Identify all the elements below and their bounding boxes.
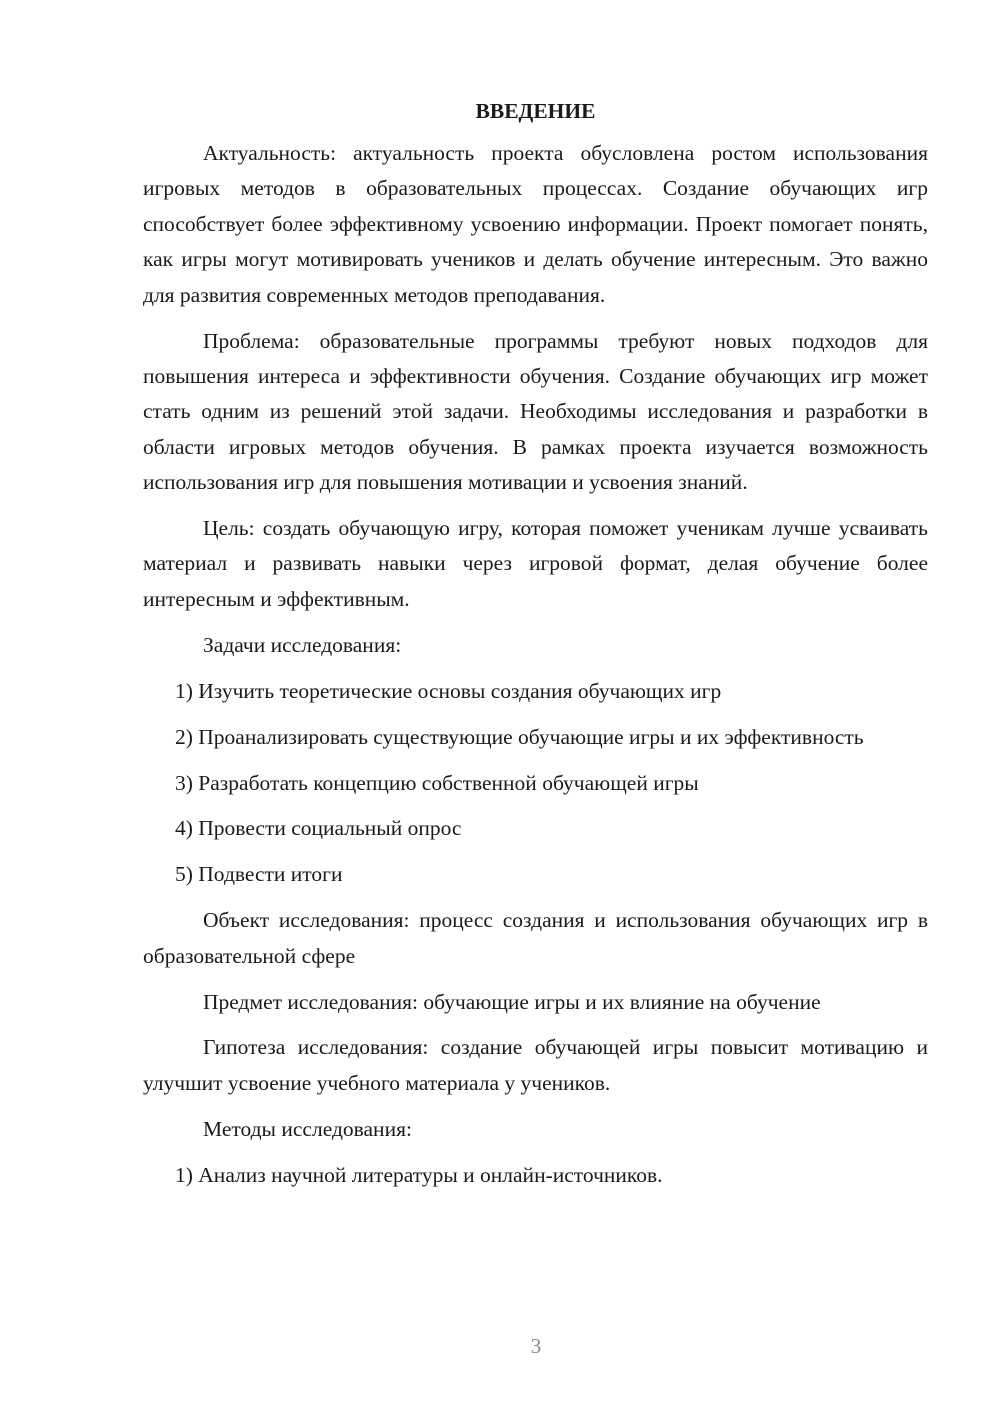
method-item-1: 1) Анализ научной литературы и онлайн-источников. [175, 1162, 663, 1187]
paragraph-problem: Проблема: образовательные программы требуют новых подходов для повышения интереса и эффективности обучения. Создание обучающих игр может стать одним из решений этой задачи. Необходимы исследования и разработки в области игровых методов обучения. В рамках проекта изучается возможность использования игр для повышения мотивации и усвоения знаний. [143, 328, 928, 495]
paragraph-goal: Цель: создать обучающую игру, которая поможет ученикам лучше усваивать материал и развивать навыки через игровой формат, делая обучение более интересным и эффективным. [143, 516, 928, 611]
task-item-2: 2) Проанализировать существующие обучающие игры и их эффективность [175, 724, 864, 749]
tasks-heading: Задачи исследования: [203, 632, 402, 657]
paragraph-relevance: Актуальность: актуальность проекта обусловлена ростом использования игровых методов в образовательных процессах. Создание обучающих игр способствует более эффективному усвоению информации. Проект помогает понять, как игры могут мотивировать учеников и делать обучение интересным. Это важно для развития современных методов преподавания. [143, 141, 928, 307]
task-item-1: 1) Изучить теоретические основы создания обучающих игр [175, 678, 722, 703]
task-item-3: 3) Разработать концепцию собственной обучающей игры [175, 770, 699, 795]
paragraph-object: Объект исследования: процесс создания и использования обучающих игр в образовательной сфере [143, 908, 928, 968]
section-title: ВВЕДЕНИЕ [475, 99, 596, 123]
document-body [143, 96, 928, 1204]
task-item-5: 5) Подвести итоги [175, 862, 343, 887]
methods-heading: Методы исследования: [203, 1116, 412, 1141]
paragraph-hypothesis: Гипотеза исследования: создание обучающей игры повысит мотивацию и улучшит усвоение учебного материала у учеников. [143, 1035, 928, 1095]
page-number: 3 [530, 1334, 542, 1358]
task-item-4: 4) Провести социальный опрос [175, 816, 462, 841]
paragraph-subject: Предмет исследования: обучающие игры и их влияние на обучение [203, 989, 821, 1014]
